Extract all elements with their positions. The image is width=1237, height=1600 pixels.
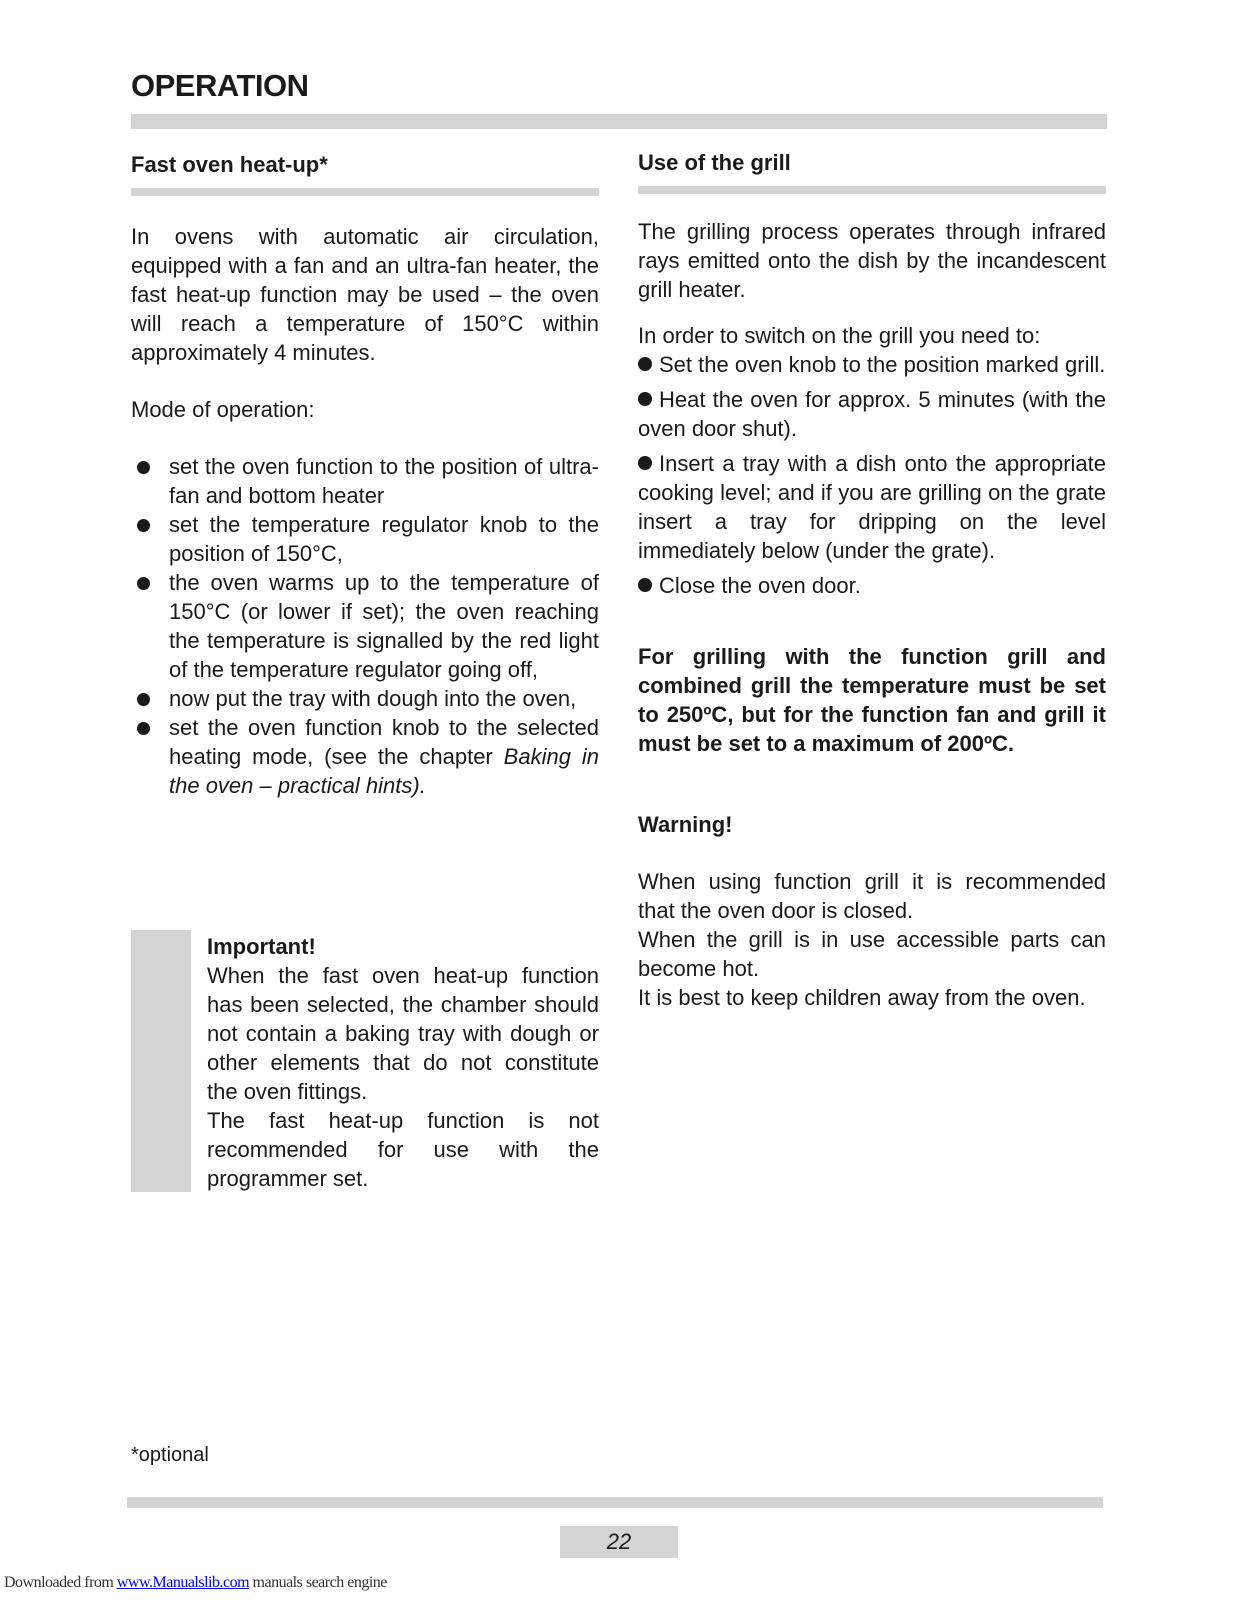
grill-heading: Use of the grill (638, 150, 791, 175)
grill-heading-divider (638, 186, 1106, 194)
grill-temperature-note: For grilling with the function grill and combined grill the temperature must be set to 250ºC, but for the function fan and grill it must be set to a maximum of 200ºC. (638, 644, 1106, 756)
download-watermark: Downloaded from www.Manualslib.com manuals search engine (4, 1574, 387, 1591)
list-item: now put the tray with dough into the oven, (131, 684, 599, 713)
mode-of-operation-label: Mode of operation: (131, 397, 315, 422)
important-title: Important! (207, 934, 316, 959)
footnote: *optional (131, 1444, 209, 1466)
bullet-icon (638, 392, 652, 406)
fast-heatup-section (131, 150, 599, 800)
grill-section (638, 148, 1106, 1012)
list-item: set the oven function knob to the selected heating mode, (see the chapter Baking in the oven – practical hints). (131, 713, 599, 800)
important-side-bar (131, 930, 191, 1192)
important-note (131, 930, 599, 1192)
list-item: Heat the oven for approx. 5 minutes (with the oven door shut). (638, 387, 1106, 441)
list-item: Close the oven door. (638, 571, 1106, 600)
bullet-icon (137, 722, 150, 735)
fast-heatup-heading-divider (131, 188, 599, 196)
important-text-1: When the fast oven heat-up function has been selected, the chamber should not contain a baking tray with dough or other elements that do not constitute the oven fittings. (207, 963, 599, 1104)
grill-intro: The grilling process operates through infrared rays emitted onto the dish by the incandescent grill heater. (638, 219, 1106, 302)
bullet-icon (638, 578, 652, 592)
list-item: Insert a tray with a dish onto the appropriate cooking level; and if you are grilling on the grate insert a tray for dripping on the level immediately below (under the grate). (638, 451, 1106, 563)
bullet-icon (137, 461, 150, 474)
warning-title: Warning! (638, 812, 733, 837)
important-text (207, 932, 599, 1193)
bullet-icon (638, 357, 652, 371)
title-divider (131, 114, 1107, 129)
warning-line: When the grill is in use accessible parts can become hot. (638, 927, 1106, 981)
bullet-icon (638, 456, 652, 470)
list-item: set the oven function to the position of ultra-fan and bottom heater (131, 452, 599, 510)
warning-text (638, 867, 1106, 1012)
warning-line: When using function grill it is recommended that the oven door is closed. (638, 869, 1106, 923)
list-item: Set the oven knob to the position marked grill. (638, 350, 1106, 379)
manualslib-link[interactable]: www.Manualslib.com (116, 1574, 250, 1591)
chapter-reference: Baking in the oven – practical hints). (169, 744, 599, 798)
important-text-2: The fast heat-up function is not recommended for use with the programmer set. (207, 1108, 599, 1191)
warning-line: It is best to keep children away from the oven. (638, 985, 1086, 1010)
list-item: set the temperature regulator knob to the position of 150°C, (131, 510, 599, 568)
grill-switch-on-text: In order to switch on the grill you need to: (638, 323, 1041, 348)
fast-heatup-heading: Fast oven heat-up* (131, 152, 328, 177)
grill-steps-list (638, 350, 1106, 600)
bullet-icon (137, 519, 150, 532)
bullet-icon (137, 577, 150, 590)
mode-of-operation-list (131, 452, 599, 800)
bullet-icon (137, 693, 150, 706)
list-item: the oven warms up to the temperature of 150°C (or lower if set); the oven reaching the temperature is signalled by the red light of the temperature regulator going off, (131, 568, 599, 684)
footer-divider (127, 1497, 1103, 1508)
page-title: OPERATION (131, 68, 309, 103)
page-number: 22 (560, 1526, 678, 1558)
fast-heatup-intro: In ovens with automatic air circulation, equipped with a fan and an ultra-fan heater, the fast heat-up function may be used – the oven will reach a temperature of 150°C within approximately 4 minutes. (131, 224, 599, 365)
